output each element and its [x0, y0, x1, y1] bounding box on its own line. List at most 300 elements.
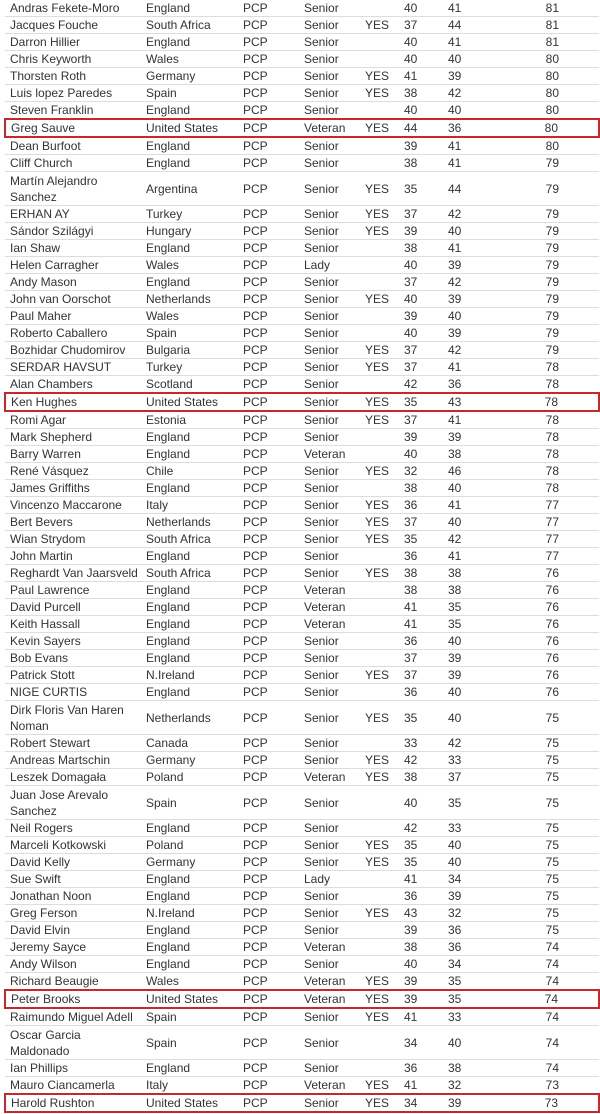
flag: YES [360, 463, 399, 480]
type: PCP [238, 837, 299, 854]
score-1: 38 [399, 582, 443, 599]
type: PCP [238, 463, 299, 480]
total-score: 79 [487, 274, 599, 291]
score-1: 39 [399, 223, 443, 240]
player-name: Wian Strydom [5, 531, 141, 548]
total-score: 74 [487, 1060, 599, 1077]
flag: YES [360, 973, 399, 991]
table-row [5, 240, 599, 257]
total-score: 75 [487, 922, 599, 939]
type: PCP [238, 922, 299, 939]
score-2: 39 [443, 650, 487, 667]
country: England [141, 820, 238, 837]
highlighted-table-row [5, 1094, 599, 1112]
country: England [141, 34, 238, 51]
flag [360, 582, 399, 599]
score-1: 38 [399, 155, 443, 172]
total-score: 78 [487, 376, 599, 394]
country: Estonia [141, 411, 238, 429]
category: Senior [299, 411, 360, 429]
type: PCP [238, 616, 299, 633]
player-name: Vincenzo Maccarone [5, 497, 141, 514]
score-1: 35 [399, 854, 443, 871]
table-row [5, 888, 599, 905]
total-score: 81 [487, 34, 599, 51]
flag: YES [360, 411, 399, 429]
player-name: Ian Phillips [5, 1060, 141, 1077]
category: Senior [299, 325, 360, 342]
score-1: 38 [399, 240, 443, 257]
total-score: 77 [487, 514, 599, 531]
type: PCP [238, 735, 299, 752]
player-name: Martín Alejandro Sanchez [5, 172, 141, 206]
total-score: 80 [487, 119, 599, 137]
category: Senior [299, 223, 360, 240]
type: PCP [238, 905, 299, 922]
score-2: 41 [443, 411, 487, 429]
table-row [5, 1077, 599, 1095]
player-name: Peter Brooks [5, 990, 141, 1008]
country: England [141, 548, 238, 565]
table-row [5, 342, 599, 359]
category: Senior [299, 376, 360, 394]
flag [360, 548, 399, 565]
category: Veteran [299, 990, 360, 1008]
score-2: 42 [443, 85, 487, 102]
player-name: Mauro Ciancamerla [5, 1077, 141, 1095]
player-name: Dirk Floris Van Haren Noman [5, 701, 141, 735]
table-row [5, 172, 599, 206]
total-score: 73 [487, 1094, 599, 1112]
flag [360, 325, 399, 342]
total-score: 77 [487, 548, 599, 565]
table-row [5, 274, 599, 291]
type: PCP [238, 359, 299, 376]
type: PCP [238, 990, 299, 1008]
score-1: 36 [399, 684, 443, 701]
country: South Africa [141, 531, 238, 548]
score-1: 39 [399, 429, 443, 446]
table-row [5, 446, 599, 463]
table-row [5, 514, 599, 531]
score-1: 37 [399, 650, 443, 667]
category: Senior [299, 291, 360, 308]
score-2: 40 [443, 223, 487, 240]
flag [360, 1026, 399, 1060]
player-name: Paul Lawrence [5, 582, 141, 599]
score-1: 40 [399, 34, 443, 51]
player-name: SERDAR HAVSUT [5, 359, 141, 376]
flag [360, 155, 399, 172]
category: Senior [299, 68, 360, 85]
score-1: 37 [399, 206, 443, 223]
score-2: 33 [443, 1008, 487, 1026]
total-score: 74 [487, 973, 599, 991]
type: PCP [238, 701, 299, 735]
player-name: Bozhidar Chudomirov [5, 342, 141, 359]
table-row [5, 480, 599, 497]
score-2: 41 [443, 155, 487, 172]
score-2: 33 [443, 752, 487, 769]
country: Chile [141, 463, 238, 480]
category: Senior [299, 308, 360, 325]
score-1: 34 [399, 1094, 443, 1112]
total-score: 75 [487, 854, 599, 871]
table-row [5, 429, 599, 446]
type: PCP [238, 257, 299, 274]
table-row [5, 359, 599, 376]
type: PCP [238, 325, 299, 342]
category: Lady [299, 871, 360, 888]
flag [360, 102, 399, 120]
table-row [5, 376, 599, 394]
country: England [141, 888, 238, 905]
type: PCP [238, 565, 299, 582]
type: PCP [238, 599, 299, 616]
score-1: 37 [399, 17, 443, 34]
flag [360, 888, 399, 905]
score-1: 42 [399, 752, 443, 769]
type: PCP [238, 548, 299, 565]
flag: YES [360, 769, 399, 786]
player-name: Andras Fekete-Moro [5, 0, 141, 17]
category: Senior [299, 17, 360, 34]
score-1: 32 [399, 463, 443, 480]
country: England [141, 956, 238, 973]
country: England [141, 155, 238, 172]
total-score: 73 [487, 1077, 599, 1095]
country: England [141, 137, 238, 155]
score-2: 42 [443, 735, 487, 752]
type: PCP [238, 650, 299, 667]
score-1: 37 [399, 359, 443, 376]
player-name: David Elvin [5, 922, 141, 939]
score-1: 40 [399, 786, 443, 820]
total-score: 74 [487, 1026, 599, 1060]
total-score: 79 [487, 291, 599, 308]
score-2: 41 [443, 359, 487, 376]
flag: YES [360, 359, 399, 376]
score-2: 41 [443, 34, 487, 51]
score-1: 38 [399, 480, 443, 497]
score-2: 40 [443, 514, 487, 531]
flag [360, 616, 399, 633]
category: Senior [299, 888, 360, 905]
flag: YES [360, 752, 399, 769]
score-1: 41 [399, 599, 443, 616]
flag [360, 480, 399, 497]
total-score: 74 [487, 1008, 599, 1026]
results-table [4, 0, 600, 1113]
type: PCP [238, 871, 299, 888]
country: Italy [141, 1077, 238, 1095]
type: PCP [238, 206, 299, 223]
highlighted-table-row [5, 990, 599, 1008]
type: PCP [238, 684, 299, 701]
player-name: Luis lopez Paredes [5, 85, 141, 102]
table-row [5, 85, 599, 102]
table-row [5, 752, 599, 769]
score-1: 37 [399, 274, 443, 291]
score-1: 40 [399, 291, 443, 308]
player-name: Sue Swift [5, 871, 141, 888]
score-1: 40 [399, 956, 443, 973]
table-row [5, 325, 599, 342]
type: PCP [238, 497, 299, 514]
score-2: 38 [443, 446, 487, 463]
highlighted-table-row [5, 119, 599, 137]
table-row [5, 463, 599, 480]
total-score: 78 [487, 463, 599, 480]
category: Senior [299, 34, 360, 51]
type: PCP [238, 119, 299, 137]
table-row [5, 735, 599, 752]
country: England [141, 599, 238, 616]
score-2: 46 [443, 463, 487, 480]
type: PCP [238, 17, 299, 34]
score-1: 36 [399, 1060, 443, 1077]
country: England [141, 446, 238, 463]
flag: YES [360, 1094, 399, 1112]
score-1: 40 [399, 0, 443, 17]
total-score: 75 [487, 871, 599, 888]
player-name: Leszek Domagała [5, 769, 141, 786]
category: Senior [299, 735, 360, 752]
category: Senior [299, 786, 360, 820]
player-name: Robert Stewart [5, 735, 141, 752]
total-score: 80 [487, 137, 599, 155]
type: PCP [238, 1060, 299, 1077]
score-1: 42 [399, 820, 443, 837]
player-name: James Griffiths [5, 480, 141, 497]
player-name: Oscar Garcia Maldonado [5, 1026, 141, 1060]
category: Lady [299, 257, 360, 274]
player-name: René Vásquez [5, 463, 141, 480]
flag: YES [360, 342, 399, 359]
country: England [141, 102, 238, 120]
flag [360, 240, 399, 257]
score-2: 36 [443, 376, 487, 394]
type: PCP [238, 480, 299, 497]
type: PCP [238, 854, 299, 871]
table-row [5, 1060, 599, 1077]
country: England [141, 650, 238, 667]
category: Senior [299, 514, 360, 531]
score-2: 39 [443, 291, 487, 308]
table-row [5, 497, 599, 514]
score-2: 39 [443, 667, 487, 684]
country: Scotland [141, 376, 238, 394]
type: PCP [238, 223, 299, 240]
score-1: 35 [399, 701, 443, 735]
table-row [5, 769, 599, 786]
country: Poland [141, 769, 238, 786]
score-2: 38 [443, 1060, 487, 1077]
table-row [5, 308, 599, 325]
flag [360, 274, 399, 291]
total-score: 76 [487, 684, 599, 701]
score-1: 38 [399, 769, 443, 786]
country: Poland [141, 837, 238, 854]
country: United States [141, 1094, 238, 1112]
country: Netherlands [141, 291, 238, 308]
score-1: 36 [399, 548, 443, 565]
category: Senior [299, 240, 360, 257]
category: Senior [299, 463, 360, 480]
country: Spain [141, 1026, 238, 1060]
total-score: 75 [487, 905, 599, 922]
category: Senior [299, 137, 360, 155]
category: Veteran [299, 939, 360, 956]
total-score: 74 [487, 990, 599, 1008]
score-1: 37 [399, 411, 443, 429]
player-name: Patrick Stott [5, 667, 141, 684]
player-name: Kevin Sayers [5, 633, 141, 650]
player-name: Richard Beaugie [5, 973, 141, 991]
player-name: David Purcell [5, 599, 141, 616]
total-score: 79 [487, 172, 599, 206]
total-score: 78 [487, 480, 599, 497]
flag: YES [360, 497, 399, 514]
score-1: 39 [399, 308, 443, 325]
type: PCP [238, 274, 299, 291]
table-row [5, 922, 599, 939]
table-row [5, 786, 599, 820]
total-score: 75 [487, 752, 599, 769]
total-score: 76 [487, 582, 599, 599]
player-name: Ian Shaw [5, 240, 141, 257]
country: Wales [141, 973, 238, 991]
category: Senior [299, 1026, 360, 1060]
table-row [5, 257, 599, 274]
total-score: 79 [487, 240, 599, 257]
type: PCP [238, 1026, 299, 1060]
category: Senior [299, 172, 360, 206]
table-row [5, 599, 599, 616]
score-2: 35 [443, 786, 487, 820]
country: England [141, 616, 238, 633]
total-score: 76 [487, 650, 599, 667]
score-1: 37 [399, 667, 443, 684]
score-2: 40 [443, 51, 487, 68]
type: PCP [238, 137, 299, 155]
total-score: 81 [487, 0, 599, 17]
type: PCP [238, 1077, 299, 1095]
type: PCP [238, 1008, 299, 1026]
player-name: Jacques Fouche [5, 17, 141, 34]
score-2: 39 [443, 257, 487, 274]
score-2: 40 [443, 854, 487, 871]
score-2: 36 [443, 119, 487, 137]
total-score: 76 [487, 565, 599, 582]
score-2: 38 [443, 565, 487, 582]
country: Canada [141, 735, 238, 752]
table-row [5, 633, 599, 650]
country: Spain [141, 1008, 238, 1026]
score-2: 35 [443, 973, 487, 991]
category: Senior [299, 85, 360, 102]
table-row [5, 871, 599, 888]
table-row [5, 973, 599, 991]
type: PCP [238, 0, 299, 17]
score-2: 40 [443, 102, 487, 120]
category: Senior [299, 51, 360, 68]
country: England [141, 0, 238, 17]
score-1: 41 [399, 1008, 443, 1026]
flag: YES [360, 17, 399, 34]
category: Senior [299, 1008, 360, 1026]
country: Spain [141, 786, 238, 820]
total-score: 79 [487, 223, 599, 240]
country: Netherlands [141, 514, 238, 531]
type: PCP [238, 769, 299, 786]
player-name: Alan Chambers [5, 376, 141, 394]
score-2: 39 [443, 429, 487, 446]
flag: YES [360, 393, 399, 411]
flag [360, 871, 399, 888]
score-2: 41 [443, 137, 487, 155]
flag: YES [360, 514, 399, 531]
category: Veteran [299, 599, 360, 616]
category: Senior [299, 565, 360, 582]
total-score: 79 [487, 342, 599, 359]
player-name: Steven Franklin [5, 102, 141, 120]
country: England [141, 922, 238, 939]
category: Veteran [299, 973, 360, 991]
total-score: 75 [487, 888, 599, 905]
flag: YES [360, 990, 399, 1008]
category: Senior [299, 548, 360, 565]
type: PCP [238, 973, 299, 991]
total-score: 80 [487, 68, 599, 85]
total-score: 79 [487, 257, 599, 274]
flag: YES [360, 119, 399, 137]
score-2: 41 [443, 497, 487, 514]
table-row [5, 155, 599, 172]
total-score: 75 [487, 701, 599, 735]
score-1: 35 [399, 531, 443, 548]
category: Senior [299, 342, 360, 359]
country: N.Ireland [141, 905, 238, 922]
type: PCP [238, 376, 299, 394]
table-row [5, 854, 599, 871]
score-2: 41 [443, 548, 487, 565]
category: Senior [299, 633, 360, 650]
table-row [5, 0, 599, 17]
total-score: 76 [487, 616, 599, 633]
country: Turkey [141, 359, 238, 376]
country: England [141, 480, 238, 497]
score-1: 41 [399, 1077, 443, 1095]
type: PCP [238, 888, 299, 905]
country: Hungary [141, 223, 238, 240]
table-row [5, 17, 599, 34]
score-2: 42 [443, 531, 487, 548]
score-2: 40 [443, 684, 487, 701]
player-name: John van Oorschot [5, 291, 141, 308]
flag: YES [360, 667, 399, 684]
table-row [5, 684, 599, 701]
score-2: 37 [443, 769, 487, 786]
score-1: 36 [399, 497, 443, 514]
type: PCP [238, 155, 299, 172]
player-name: Jonathan Noon [5, 888, 141, 905]
type: PCP [238, 51, 299, 68]
category: Senior [299, 905, 360, 922]
country: England [141, 871, 238, 888]
type: PCP [238, 240, 299, 257]
total-score: 77 [487, 497, 599, 514]
